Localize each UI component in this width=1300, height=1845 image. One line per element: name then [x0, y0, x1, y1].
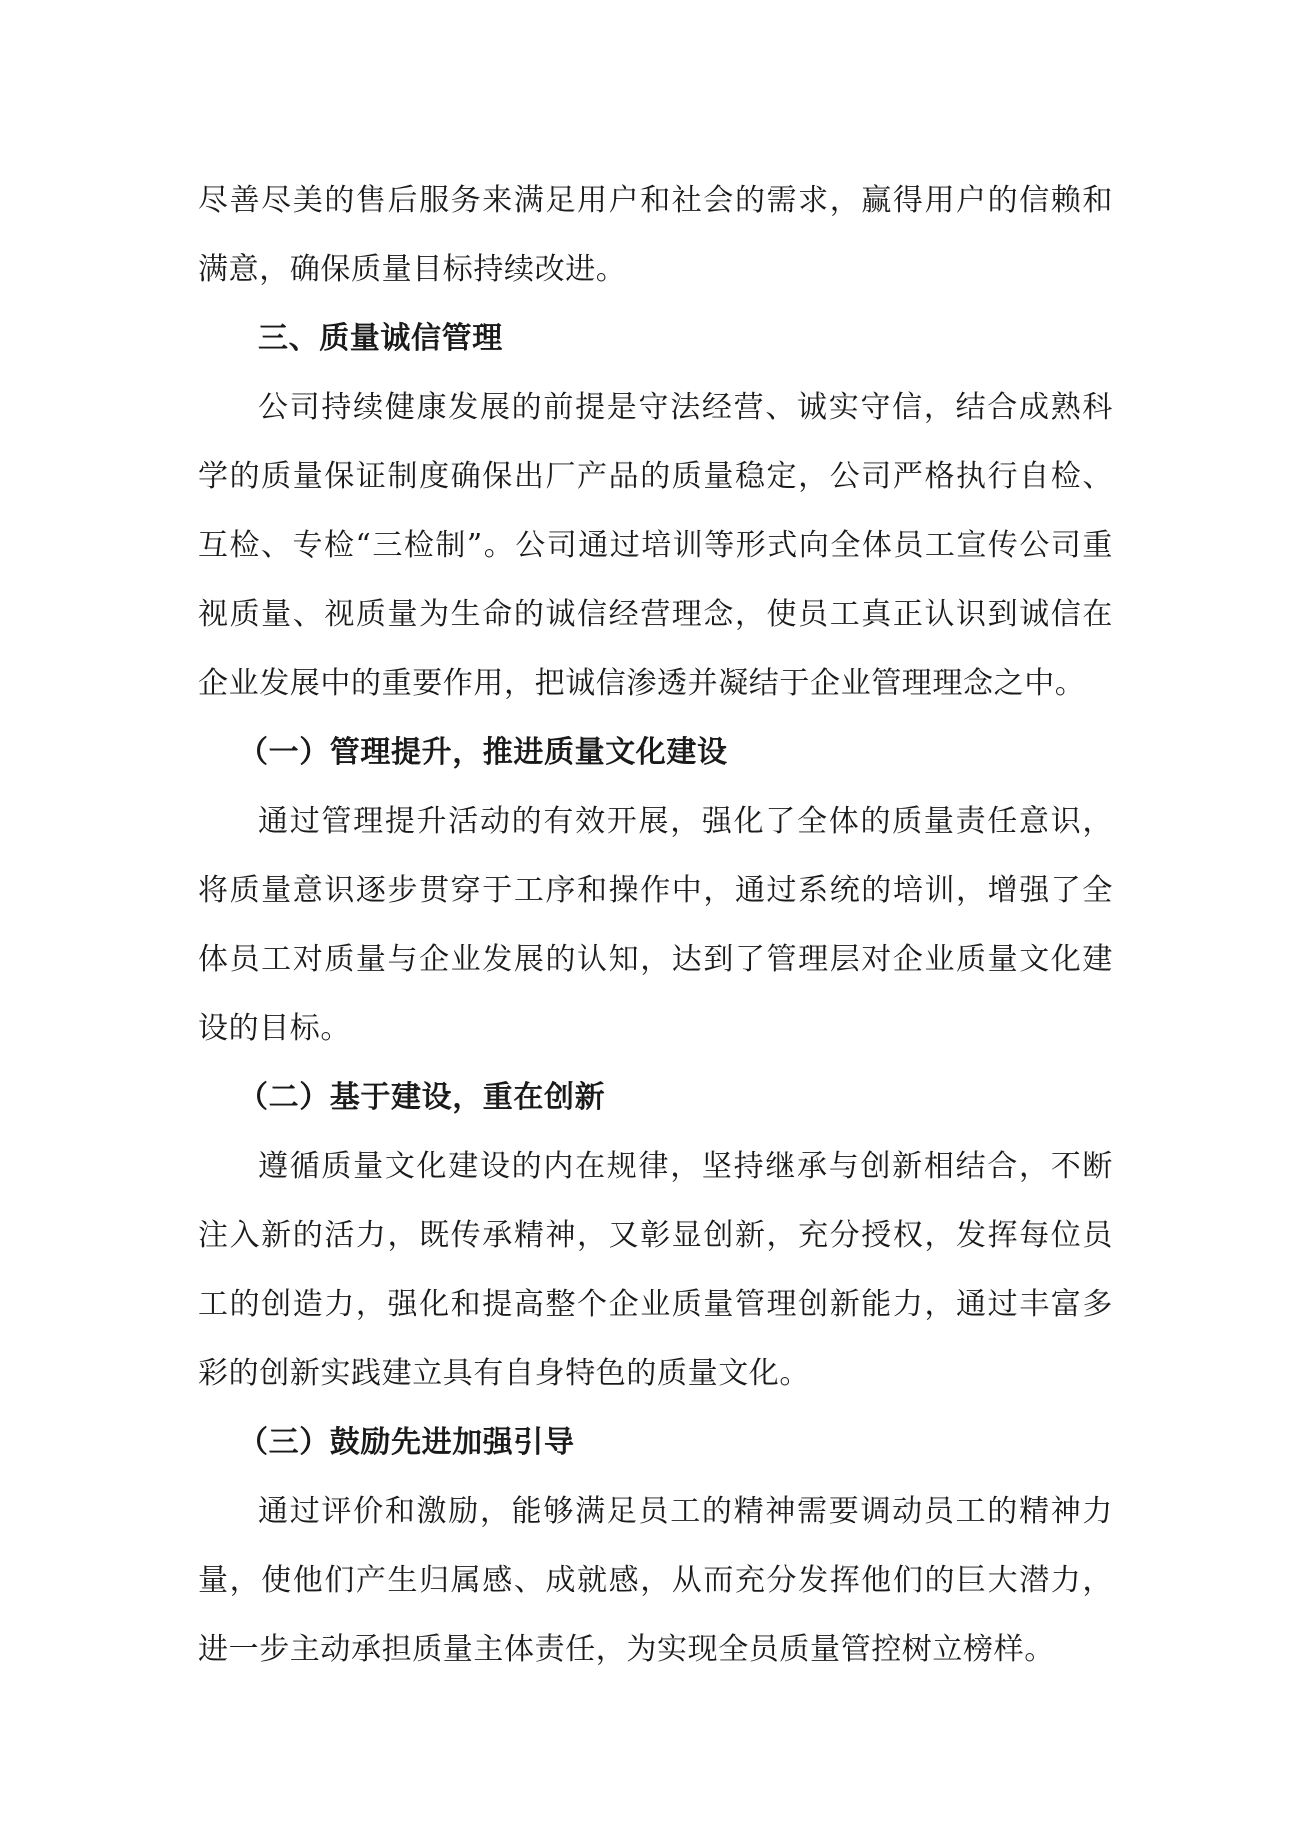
- subsection-3-heading: （三）鼓励先进加强引导: [238, 1425, 575, 1460]
- section-3-heading: 三、质量诚信管理: [258, 321, 503, 356]
- subsection-2-heading: （二）基于建设，重在创新: [238, 1080, 606, 1115]
- subsection-3-paragraph: 通过评价和激励，能够满足员工的精神需要调动员工的精神力量，使他们产生归属感、成就感，从而充分发挥他们的巨大潜力，进一步主动承担质量主体责任，为实现全员质量管控树立榜样。: [198, 1494, 1113, 1667]
- subsection-1-paragraph: 通过管理提升活动的有效开展，强化了全体的质量责任意识，将质量意识逐步贯穿于工序和操作中，通过系统的培训，增强了全体员工对质量与企业发展的认知，达到了管理层对企业质量文化建设的目标。: [198, 804, 1113, 1046]
- subsection-2-paragraph: 遵循质量文化建设的内在规律，坚持继承与创新相结合，不断注入新的活力，既传承精神，又彰显创新，充分授权，发挥每位员工的创造力，强化和提高整个企业质量管理创新能力，通过丰富多彩的创新实践建立具有自身特色的质量文化。: [198, 1149, 1113, 1391]
- subsection-1-heading: （一）管理提升，推进质量文化建设: [238, 735, 728, 770]
- section-3-paragraph: 公司持续健康发展的前提是守法经营、诚实守信，结合成熟科学的质量保证制度确保出厂产品的质量稳定，公司严格执行自检、互检、专检“三检制”。公司通过培训等形式向全体员工宣传公司重视质量、视质量为生命的诚信经营理念，使员工真正认识到诚信在企业发展中的重要作用，把诚信渗透并凝结于企业管理理念之中。: [198, 390, 1113, 701]
- intro-paragraph: 尽善尽美的售后服务来满足用户和社会的需求，赢得用户的信赖和满意，确保质量目标持续改进。: [198, 183, 1113, 287]
- document-body: [198, 166, 1113, 1684]
